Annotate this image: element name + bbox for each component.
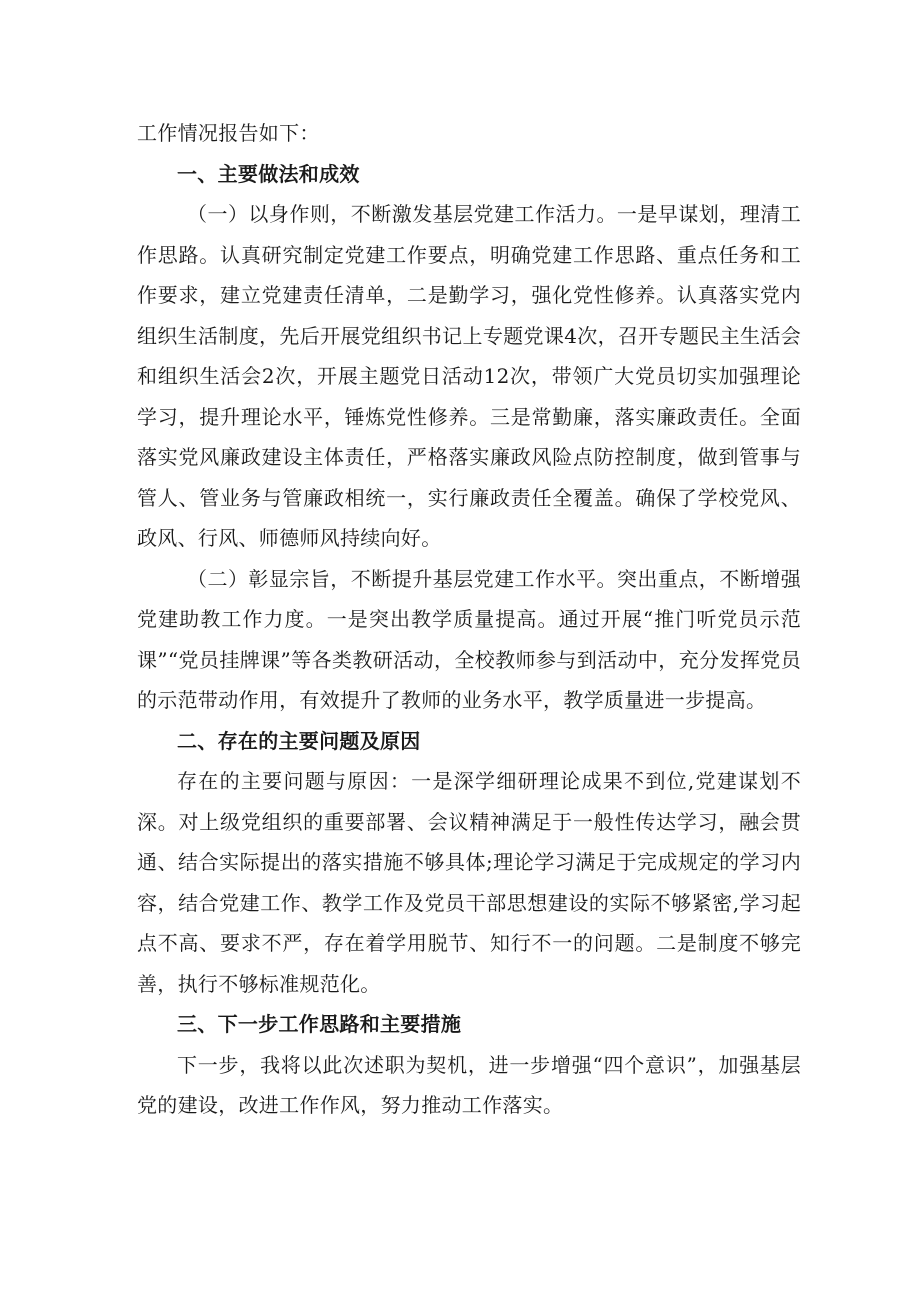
section-heading-1: 一、主要做法和成效 bbox=[177, 161, 360, 186]
section2-paragraph-1: 存在的主要问题与原因：一是深学细研理论成果不到位,党建谋划不深。对上级党组织的重要部署、会议精神满足于一般性传达学习，融会贯通、结合实际提出的落实措施不够具体;理论学习满足于完成规定的学习内容，结合党建工作、教学工作及党员干部思想建设的实际不够紧密,学习起点不高、要求不严，存在着学用脱节、知行不一的问题。二是制度不够完善，执行不够标准规范化。 bbox=[137, 769, 801, 996]
section-heading-3: 三、下一步工作思路和主要措施 bbox=[177, 1012, 462, 1036]
section3-paragraph-1: 下一步，我将以此次述职为契机，进一步增强“四个意识”，加强基层党的建设，改进工作作风，努力推动工作落实。 bbox=[137, 1052, 801, 1117]
section1-paragraph-2: （二）彰显宗旨，不断提升基层党建工作水平。突出重点，不断增强党建助教工作力度。一是突出教学质量提高。通过开展“推门听党员示范课”“党员挂牌课”等各类教研活动，全校教师参与到活动中，充分发挥党员的示范带动作用，有效提升了教师的业务水平，教学质量进一步提高。 bbox=[137, 566, 801, 712]
intro-line: 工作情况报告如下： bbox=[137, 121, 320, 145]
section1-paragraph-1: （一）以身作则，不断激发基层党建工作活力。一是早谋划，理清工作思路。认真研究制定党建工作要点，明确党建工作思路、重点任务和工作要求，建立党建责任清单，二是勤学习，强化党性修养。认真落实党内组织生活制度，先后开展党组织书记上专题党课4次，召开专题民主生活会和组织生活会2次，开展主题党日活动12次，带领广大党员切实加强理论学习，提升理论水平，锤炼党性修养。三是常勤廉，落实廉政责任。全面落实党风廉政建设主体责任，严格落实廉政风险点防控制度，做到管事与管人、管业务与管廉政相统一，实行廉政责任全覆盖。确保了学校党风、政风、行风、师德师风持续向好。 bbox=[137, 202, 801, 550]
document-page bbox=[137, 113, 801, 1126]
section-heading-2: 二、存在的主要问题及原因 bbox=[177, 728, 421, 753]
